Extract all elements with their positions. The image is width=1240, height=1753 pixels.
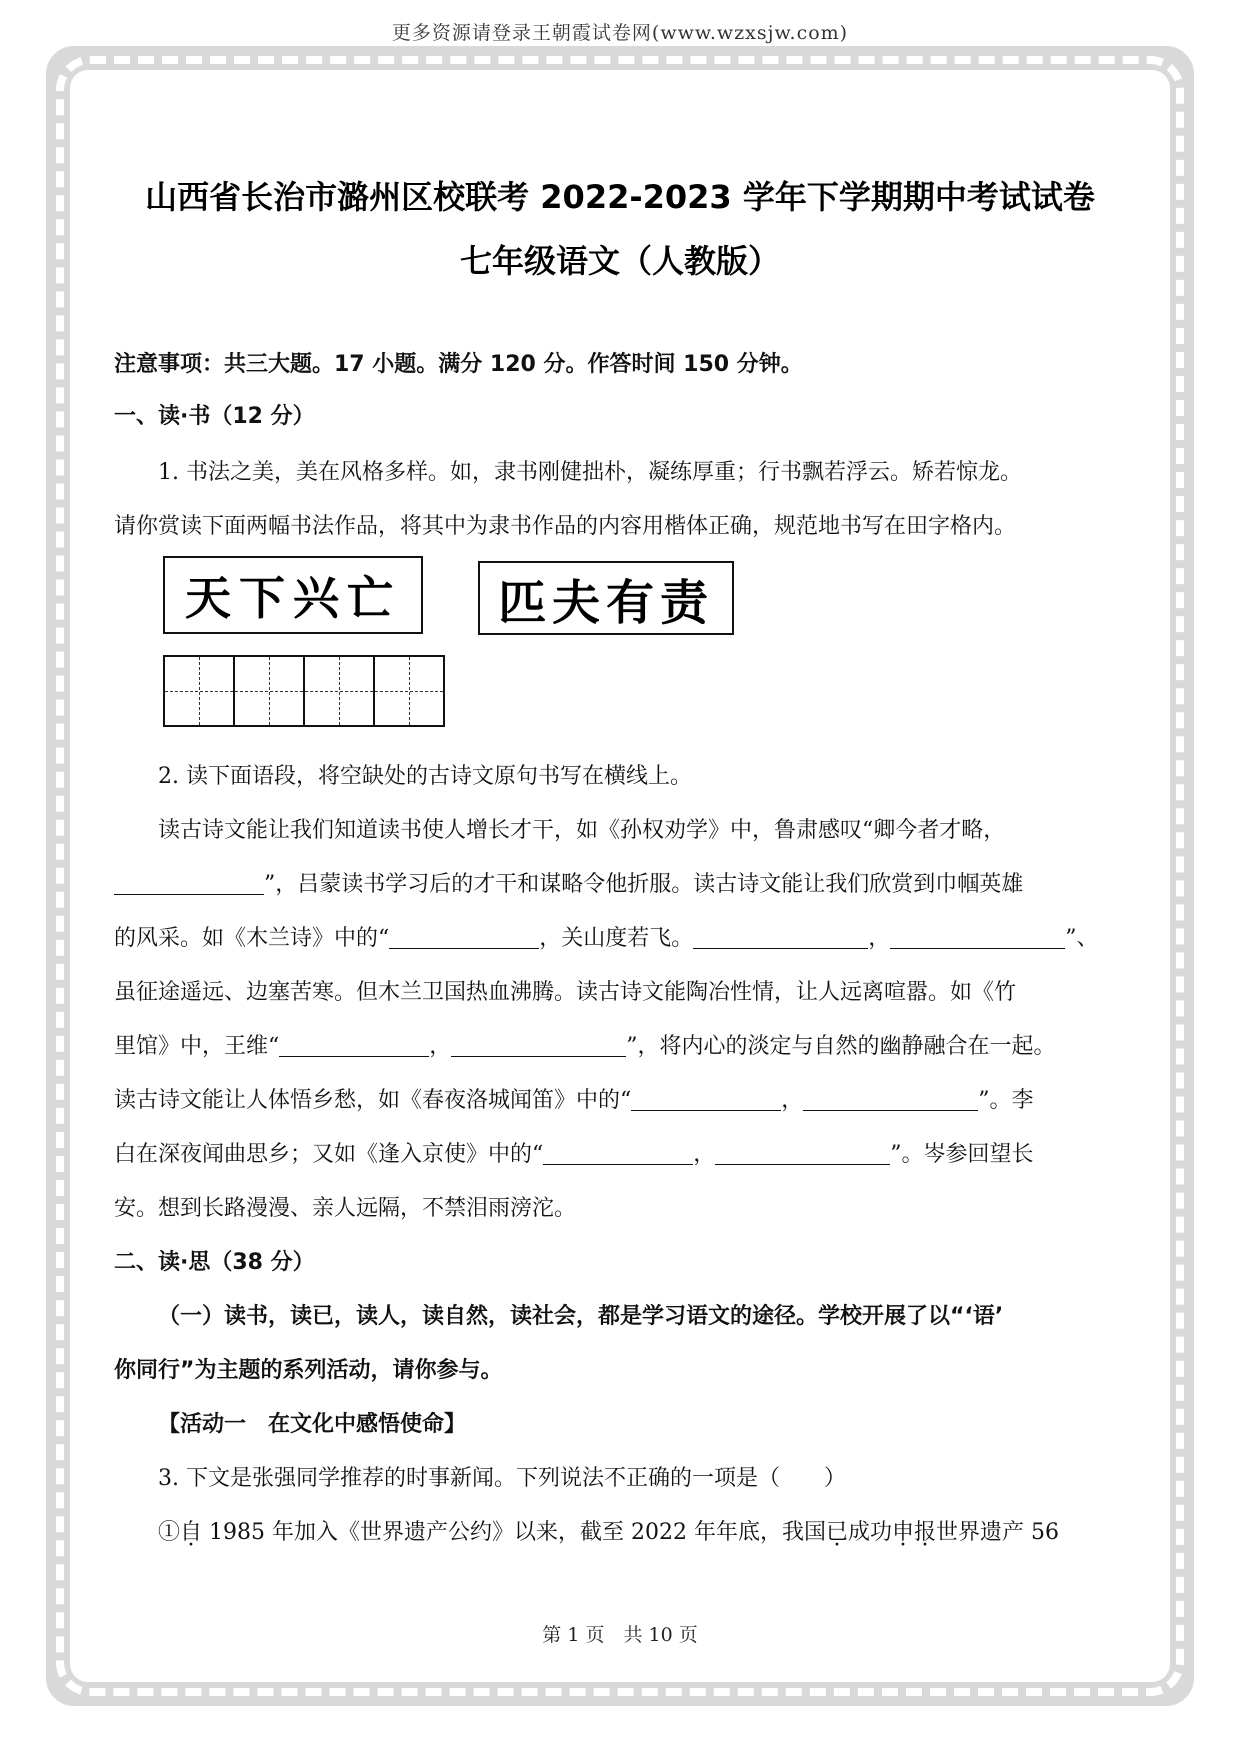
answer-blank[interactable] (389, 926, 539, 949)
notice: 注意事项：共三大题。17 小题。满分 120 分。作答时间 150 分钟。 (114, 352, 803, 377)
emphasis-char: 已 (825, 1520, 848, 1545)
question-1-line-2: 请你赏读下面两幅书法作品，将其中为隶书作品的内容用楷体正确，规范地书写在田字格内。 (114, 514, 1017, 539)
passage-text: ， (781, 1088, 804, 1113)
exam-title: 山西省长治市潞州区校联考 2022-2023 学年下学期期中考试试卷 (145, 178, 1095, 216)
emphasis-char: 自 (180, 1520, 203, 1545)
section-2-intro-line-2: 你同行”为主题的系列活动，请你参与。 (114, 1358, 503, 1383)
passage-text: ”，将内心的淡定与自然的幽静融合在一起。 (626, 1034, 1056, 1059)
passage-line-4: 虽征途遥远、边塞苦寒。但木兰卫国热血沸腾。读古诗文能陶冶性情，让人远离喧嚣。如《竹 (114, 980, 1017, 1005)
passage-line-3 (114, 924, 1126, 954)
passage-text: ”、 (1065, 926, 1099, 951)
exam-subtitle: 七年级语文（人教版） (459, 242, 780, 280)
grid-cell[interactable] (235, 657, 305, 725)
question-3-prompt: 3. 下文是张强同学推荐的时事新闻。下列说法不正确的一项是（ ） (158, 1466, 846, 1491)
section-2-intro-line-1: （一）读书，读已，读人，读自然，读社会，都是学习语文的途径。学校开展了以“‘语’ (158, 1304, 1004, 1329)
section-2-heading: 二、读·思（38 分） (114, 1250, 315, 1275)
passage-line-2 (114, 870, 1126, 900)
circled-number: ① (158, 1520, 181, 1545)
question-3-text (158, 1518, 1126, 1548)
passage-text: 成功 (848, 1520, 893, 1545)
header-note: 更多资源请登录王朝霞试卷网(www.wzxsjw.com) (391, 22, 849, 44)
activity-1-heading: 【活动一 在文化中感悟使命】 (158, 1412, 467, 1437)
passage-line-5 (114, 1032, 1126, 1062)
passage-text: 的风采。如《木兰诗》中的“ (114, 926, 390, 951)
grid-cell[interactable] (375, 657, 443, 725)
passage-text: 里馆》中，王维“ (114, 1034, 280, 1059)
answer-blank[interactable] (451, 1034, 626, 1057)
tianzige-writing-grid[interactable] (163, 655, 445, 727)
answer-blank[interactable] (543, 1142, 693, 1165)
answer-blank[interactable] (693, 926, 868, 949)
passage-text: ”。岑参回望长 (890, 1142, 1034, 1167)
calligraphy-sample-1: 天下兴亡 (163, 556, 423, 634)
answer-blank[interactable] (631, 1088, 781, 1111)
question-2-prompt: 2. 读下面语段，将空缺处的古诗文原句书写在横线上。 (158, 764, 692, 789)
passage-text: ，关山度若飞。 (539, 926, 694, 951)
emphasis-char: 申 (892, 1520, 915, 1545)
passage-text: 读古诗文能让人体悟乡愁，如《春夜洛城闻笛》中的“ (114, 1088, 632, 1113)
passage-text: 世界遗产 56 (936, 1520, 1060, 1545)
passage-line-8: 安。想到长路漫漫、亲人远隔，不禁泪雨滂沱。 (114, 1196, 577, 1221)
grid-cell[interactable] (165, 657, 235, 725)
passage-line-1: 读古诗文能让我们知道读书使人增长才干，如《孙权劝学》中，鲁肃感叹“卿今者才略， (158, 818, 1006, 843)
calligraphy-sample-2: 匹夫有责 (478, 561, 734, 635)
question-1-line-1: 1. 书法之美，美在风格多样。如，隶书刚健拙朴，凝练厚重；行书飘若浮云。矫若惊龙。 (158, 460, 1022, 485)
answer-blank[interactable] (803, 1088, 978, 1111)
passage-text: ， (693, 1142, 716, 1167)
page-number: 第 1 页 共 10 页 (542, 1624, 698, 1646)
answer-blank[interactable] (890, 926, 1065, 949)
answer-blank[interactable] (114, 872, 264, 895)
passage-text: ， (429, 1034, 452, 1059)
section-1-heading: 一、读·书（12 分） (114, 404, 315, 429)
passage-text: 1985 年加入《世界遗产公约》以来，截至 2022 年年底，我国 (202, 1520, 826, 1545)
passage-line-6 (114, 1086, 1126, 1116)
grid-cell[interactable] (305, 657, 375, 725)
answer-blank[interactable] (715, 1142, 890, 1165)
passage-text: 白在深夜闻曲思乡；又如《逢入京使》中的“ (114, 1142, 544, 1167)
passage-text: ”，吕蒙读书学习后的才干和谋略令他折服。读古诗文能让我们欣赏到巾帼英雄 (264, 872, 1024, 897)
passage-line-7 (114, 1140, 1126, 1170)
emphasis-char: 报 (914, 1520, 937, 1545)
answer-blank[interactable] (279, 1034, 429, 1057)
passage-text: ， (868, 926, 891, 951)
passage-text: ”。李 (978, 1088, 1034, 1113)
